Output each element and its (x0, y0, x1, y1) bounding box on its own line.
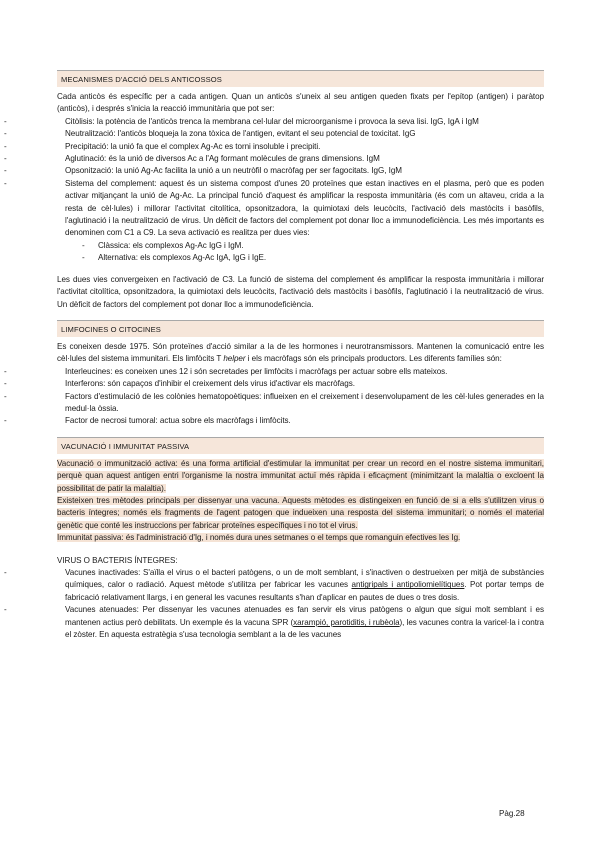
text-span: Es coneixen desde 1975. Són proteïnes d'acció similar a la de les hormones i neurotransmissors. Mantenen la comunicació entre les cèl·lules del sistema immunitari. Els limfòcits T (57, 341, 544, 364)
text-span: i els macròfags són els principals productors. Les diferents famílies són: (245, 354, 502, 364)
section-heading-vacunacio: VACUNACIÓ I IMMUNITAT PASSIVA (57, 437, 544, 454)
list-item (57, 604, 544, 641)
list-limfocines (57, 366, 544, 428)
text-span: . Pot portar temps de fabricació relativament llargs, i en general les vacunes resultants s'han d'aplicar en pautes de dues o tres dosis. (65, 580, 544, 602)
section-heading-limfocines: LIMFOCINES O CITOCINES (57, 320, 544, 337)
highlighted-text: Existeixen tres mètodes principals per dissenyar una vacuna. Aquests mètodes es distingeixen en funció de si a ells s'utilitzen virus o bacteris íntegres; només els fragments de l'agent patogen que indueixen una resposta del sistema immunitari; o només el material genètic que conté les instruccions per fabricar proteïnes específiques i no tot el virus. (57, 495, 544, 530)
paragraph-vacunacio-metodes (57, 495, 544, 532)
page-content (57, 70, 544, 641)
list-item: - Neutralització: l'anticòs bloqueja la zona tòxica de l'antigen, evitant el seu potencial de toxicitat. IgG (57, 128, 544, 140)
list-item (57, 178, 544, 265)
list-item: - Precipitació: la unió fa que el complex Ag-Ac es torni insoluble i precipiti. (57, 141, 544, 153)
list-virus (57, 567, 544, 641)
subheading-virus-bacteris: VIRUS O BACTERIS ÍNTEGRES: (57, 555, 178, 565)
text-span: Vacunes inactivades: S'aïlla el virus o el bacteri patògens, o un de molt semblant, i s'inactiven o destrueixen per mitjà de substàncies químiques, calor o radiació. Aquest mètode s'utilitza per fabricar les vacunes (65, 568, 544, 590)
text-helper-italic: helper (223, 354, 246, 364)
highlighted-text: Vacunació o immunització activa: és una forma artificial d'estimular la immunitat per crear un record en el nostre sistema immunitari, perquè quan aquest antigen entri l'organisme la nostra immunitat actuï més ràpida i eficaçment (minimitzant la malaltia o excloent la possibilitat de patir la malaltia). (57, 458, 544, 493)
sublist-vies (65, 240, 544, 265)
paragraph-immunitat-passiva (57, 532, 544, 544)
underlined-link[interactable]: antigripals i antipoliomielítiques (351, 580, 465, 590)
list-mecanismes (57, 116, 544, 265)
list-item (57, 567, 544, 604)
list-item: - Aglutinació: és la unió de diversos Ac a l'Ag formant molècules de grans dimensions. IgM (57, 153, 544, 165)
text-span: Vacunes atenuades: Per dissenyar les vacunes atenuades es fan servir els virus patògens o algun que sigui molt semblant i es mantenen actius però debilitats. Un exemple és la vacuna SPR ( (65, 605, 544, 627)
list-item: - Interferons: són capaços d'inhibir el creixement dels virus id'activar els macròfags. (57, 378, 544, 390)
list-item-text: Sistema del complement: aquest és un sistema compost d'unes 20 proteïnes que estan inactives en el plasma, però que es poden activar mitjançant la unió de Ag-Ac. La principal funció d'aquest és amplificar la resposta immunitària (és com un altaveu, crida a la resta de cèl·lules) i millorar l'activitat citolítica, opsonitzadora, la quimiotaxi dels leucòcits, l'activació dels mastòcits i basòfils, l'aglutinació i la neutralització de virus. Un dèficit de factors del complement pot donar lloc a immunodeficiència. Les més importants es denominen com C1 a C9. La seva activació es realitza per dues vies: (65, 178, 544, 238)
section-heading-mecanismes: MECANISMES D'ACCIÓ DELS ANTICOSSOS (57, 70, 544, 87)
text-span: ), les vacunes contra la varicel·la i contra el zòster. En aquesta estratègia s'usa tecnologia semblant a la de les vacunes (65, 617, 544, 640)
list-item: - Factors d'estimulació de les colònies hematopoètiques: influeixen en el creixement i desenvolupament de les cèl·lules generades en la medul·la òssia. (57, 391, 544, 416)
paragraph-mecanismes-intro: Cada anticòs és específic per a cada antigen. Quan un anticòs s'uneix al seu antigen queden fixats per l'epítop (antigen) i paràtop (anticòs), i després s'inicia la reacció immunitària que pot ser: (57, 92, 544, 114)
list-item: - Factor de necrosi tumoral: actua sobre els macròfags i limfòcits. (57, 415, 544, 427)
list-item: - Opsonització: la unió Ag-Ac facilita la unió a un neutròfil o macròfag per ser fagocitats. IgG, IgM (57, 165, 544, 177)
sublist-item: - Alternativa: els complexos Ag-Ac IgA, IgG i IgE. (98, 252, 544, 264)
paragraph-limfocines-intro (57, 341, 544, 366)
underlined-link[interactable]: xarampió, parotiditis, i rubèola (293, 617, 400, 627)
highlighted-text: Immunitat passiva: és l'administració d'Ig, i només dura unes setmanes o el temps que romanguin efectives les Ig. (57, 533, 461, 543)
paragraph-vacunacio-activa (57, 458, 544, 495)
page-number: Pàg.28 (499, 809, 525, 818)
sublist-item: - Clàssica: els complexos Ag-Ac IgG i IgM. (98, 240, 544, 252)
list-item: - Interleucines: es coneixen unes 12 i són secretades per limfòcits i macròfags per actuar sobre ells mateixos. (57, 366, 544, 378)
list-item: - Citòlisis: la potència de l'anticòs trenca la membrana cel·lular del microorganisme i provoca la seva lisi. IgG, IgA i IgM (57, 116, 544, 128)
paragraph-mecanismes-closing: Les dues vies convergeixen en l'activació de C3. La funció de sistema del complement és amplificar la resposta immunitària i millorar l'activitat citolítica, opsonitzadora, la quimiotaxi dels leucòcits, l'activació dels mastòcits i basòfils, l'aglutinació i la neutralització de virus. Un dèficit de factors del complement pot donar lloc a immunodeficiència. (57, 274, 544, 309)
